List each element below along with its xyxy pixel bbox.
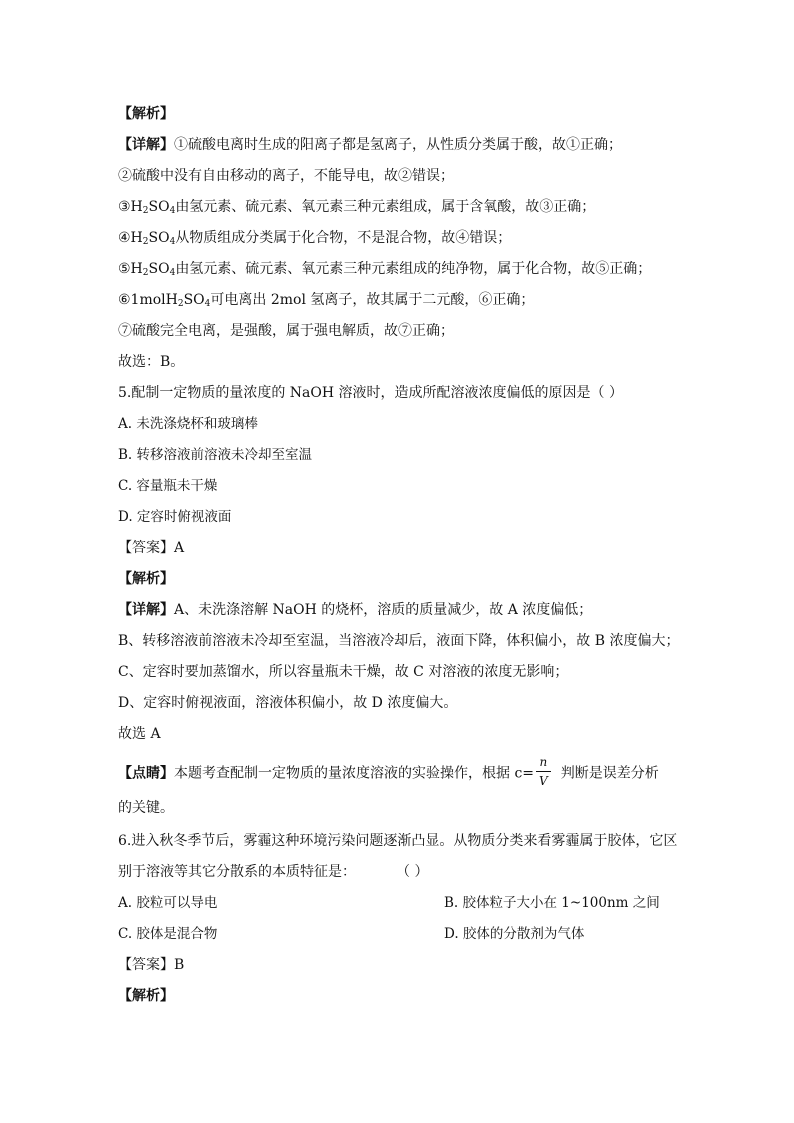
q6-stem-text: 别于溶液等其它分散系的本质特征是： <box>118 864 356 880</box>
q6-option-a: A. 胶粒可以导电 <box>118 895 218 911</box>
q4-detail-text-1: ①硫酸电离时生成的阳离子都是氢离子，从性质分类属于酸，故①正确； <box>174 137 622 153</box>
formula-part: SO <box>183 292 205 308</box>
q6-option-d: D. 胶体的分散剂为气体 <box>444 926 585 942</box>
formula-subscript: 4 <box>169 206 176 216</box>
q6-stem-line-1: 6.进入秋冬季节后，雾霾这种环境污染问题逐渐凸显。从物质分类来看雾霾属于胶体，它区 <box>118 833 678 849</box>
formula-part: ③H <box>118 199 143 215</box>
q4-detail-text-4: 从物质组成分类属于化合物，不是混合物，故④错误； <box>175 230 512 246</box>
comment-text-after: 判断是误差分析 <box>560 765 659 782</box>
q5-option-a: A. 未洗涤烧杯和玻璃棒 <box>118 416 258 432</box>
formula-numerator: n <box>539 755 548 769</box>
formula-denominator: V <box>539 774 548 788</box>
q5-detail-a-text: A、未洗涤溶解 NaOH 的烧杯，溶质的质量减少，故 A 浓度偏低； <box>174 602 593 618</box>
q6-stem-line-2 <box>118 862 428 882</box>
q4-detail-line-4 <box>118 228 511 248</box>
q5-option-b: B. 转移溶液前溶液未冷却至室温 <box>118 447 313 463</box>
formula-subscript: 4 <box>169 237 176 247</box>
formula-part: SO <box>148 199 170 215</box>
q4-detail-line-6 <box>118 290 534 310</box>
fraction-bar <box>536 771 551 772</box>
formula-part: ⑥1molH <box>118 292 178 308</box>
q4-analysis-heading: 【解析】 <box>118 106 174 122</box>
q6-answer-blank: （ ） <box>396 864 429 880</box>
q5-comment-line-1 <box>118 757 659 790</box>
q5-analysis-heading: 【解析】 <box>118 571 174 587</box>
q5-conclusion: 故选 A <box>118 726 161 742</box>
q4-detail-text-3: 由氢元素、硫元素、氧元素三种元素组成，属于含氧酸，故③正确； <box>175 199 596 215</box>
detail-tag: 【详解】 <box>118 137 174 153</box>
q4-detail-line-7: ⑦硫酸完全电离，是强酸，属于强电解质，故⑦正确； <box>118 323 454 339</box>
formula-subscript: 4 <box>169 268 176 278</box>
formula-subscript: 4 <box>204 299 211 309</box>
q5-detail-c: C、定容时要加蒸馏水，所以容量瓶未干燥，故 C 对溶液的浓度无影响； <box>118 664 569 680</box>
formula-subscript: 2 <box>142 237 149 247</box>
q4-detail-line-3 <box>118 197 595 217</box>
q6-option-c: C. 胶体是混合物 <box>118 926 218 942</box>
comment-text: 本题考查配制一定物质的量浓度溶液的实验操作，根据 c= <box>174 765 535 782</box>
q5-comment-line-2: 的关键。 <box>118 800 174 816</box>
concentration-formula <box>536 755 551 788</box>
formula-subscript: 2 <box>142 268 149 278</box>
q4-detail-text-5: 由氢元素、硫元素、氧元素三种元素组成的纯净物，属于化合物，故⑤正确； <box>175 261 652 277</box>
q4-detail-text-6: 可电离出 2mol 氢离子，故其属于二元酸，⑥正确； <box>210 292 535 308</box>
q5-stem: 5.配制一定物质的量浓度的 NaOH 溶液时，造成所配溶液浓度偏低的原因是（ ） <box>118 385 623 401</box>
q5-detail-d: D、定容时俯视液面，溶液体积偏小，故 D 浓度偏大。 <box>118 695 458 711</box>
formula-part: ⑤H <box>118 261 143 277</box>
formula-part: SO <box>148 261 170 277</box>
formula-subscript: 2 <box>142 206 149 216</box>
q5-answer: 【答案】A <box>118 540 185 556</box>
q5-option-c: C. 容量瓶未干燥 <box>118 478 218 494</box>
q4-detail-line-2: ②硫酸中没有自由移动的离子，不能导电，故②错误； <box>118 168 454 184</box>
q5-detail-a <box>118 600 592 620</box>
q4-conclusion: 故选：B。 <box>118 354 185 370</box>
q6-answer: 【答案】B <box>118 957 185 973</box>
detail-tag: 【详解】 <box>118 602 174 618</box>
q6-analysis-heading: 【解析】 <box>118 988 174 1004</box>
formula-subscript: 2 <box>177 299 184 309</box>
q4-detail-line-1 <box>118 135 622 155</box>
q5-option-d: D. 定容时俯视液面 <box>118 509 232 525</box>
q5-detail-b: B、转移溶液前溶液未冷却至室温，当溶液冷却后，液面下降，体积偏小，故 B 浓度偏大； <box>118 633 680 649</box>
q6-option-b: B. 胶体粒子大小在 1~100nm 之间 <box>444 895 660 911</box>
formula-part: ④H <box>118 230 143 246</box>
comment-tag: 【点睛】 <box>118 765 174 782</box>
q4-detail-line-5 <box>118 259 651 279</box>
formula-part: SO <box>148 230 170 246</box>
